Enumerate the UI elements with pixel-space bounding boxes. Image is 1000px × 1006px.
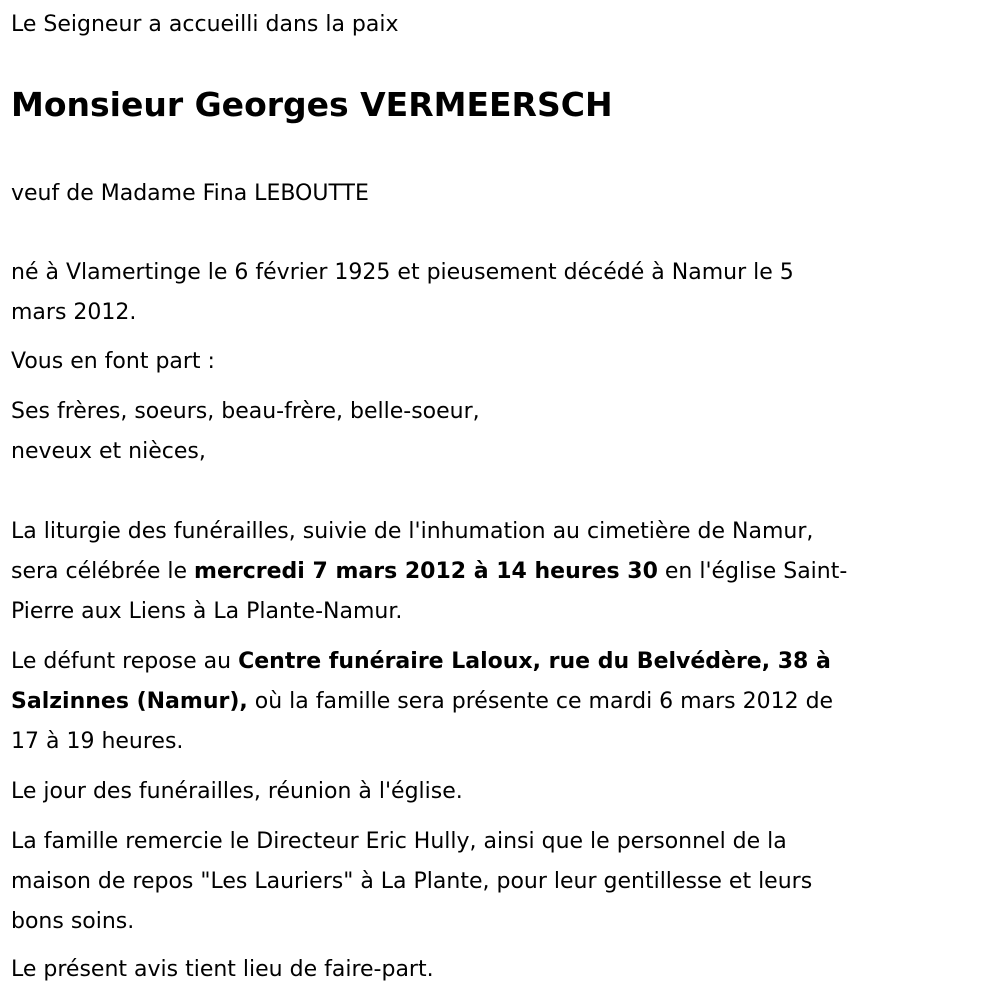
meeting-text: Le jour des funérailles, réunion à l'église. xyxy=(11,779,463,804)
text-line: mars 2012. xyxy=(11,300,137,325)
text-line xyxy=(11,682,833,722)
text-line: né à Vlamertinge le 6 février 1925 et pieusement décédé à Namur le 5 xyxy=(11,260,794,285)
text-span: Le défunt repose au xyxy=(11,649,239,674)
text-span: en l'église Saint- xyxy=(657,559,848,584)
family-paragraph xyxy=(11,392,480,472)
text-line xyxy=(11,642,833,682)
text-line: maison de repos "Les Lauriers" à La Plante, pour leur gentillesse et leurs xyxy=(11,869,813,894)
funeral-home-address: Centre funéraire Laloux, rue du Belvédère, 38 à xyxy=(238,649,831,674)
closing-text: Le présent avis tient lieu de faire-part. xyxy=(11,957,434,982)
text-line: Pierre aux Liens à La Plante-Namur. xyxy=(11,599,403,624)
thanks-paragraph xyxy=(11,822,812,942)
text-span: où la famille sera présente ce mardi 6 mars 2012 de xyxy=(247,689,834,714)
text-span: sera célébrée le xyxy=(11,559,195,584)
text-line: La liturgie des funérailles, suivie de l'inhumation au cimetière de Namur, xyxy=(11,519,814,544)
funeral-datetime: mercredi 7 mars 2012 à 14 heures 30 xyxy=(194,559,658,584)
spouse-text: veuf de Madame Fina LEBOUTTE xyxy=(11,181,369,206)
text-line xyxy=(11,552,847,592)
text-line: La famille remercie le Directeur Eric Hully, ainsi que le personnel de la xyxy=(11,829,787,854)
text-line: 17 à 19 heures. xyxy=(11,729,184,754)
announce-text: Vous en font part : xyxy=(11,349,215,374)
text-line: bons soins. xyxy=(11,909,135,934)
birth-death-paragraph xyxy=(11,253,794,333)
text-line: Ses frères, soeurs, beau-frère, belle-soeur, xyxy=(11,399,480,424)
deceased-name: Monsieur Georges VERMEERSCH xyxy=(11,85,613,124)
liturgy-paragraph xyxy=(11,512,847,632)
funeral-home-city: Salzinnes (Namur), xyxy=(11,689,248,714)
intro-text: Le Seigneur a accueilli dans la paix xyxy=(11,12,399,37)
rest-paragraph xyxy=(11,642,833,762)
text-line: neveux et nièces, xyxy=(11,439,206,464)
